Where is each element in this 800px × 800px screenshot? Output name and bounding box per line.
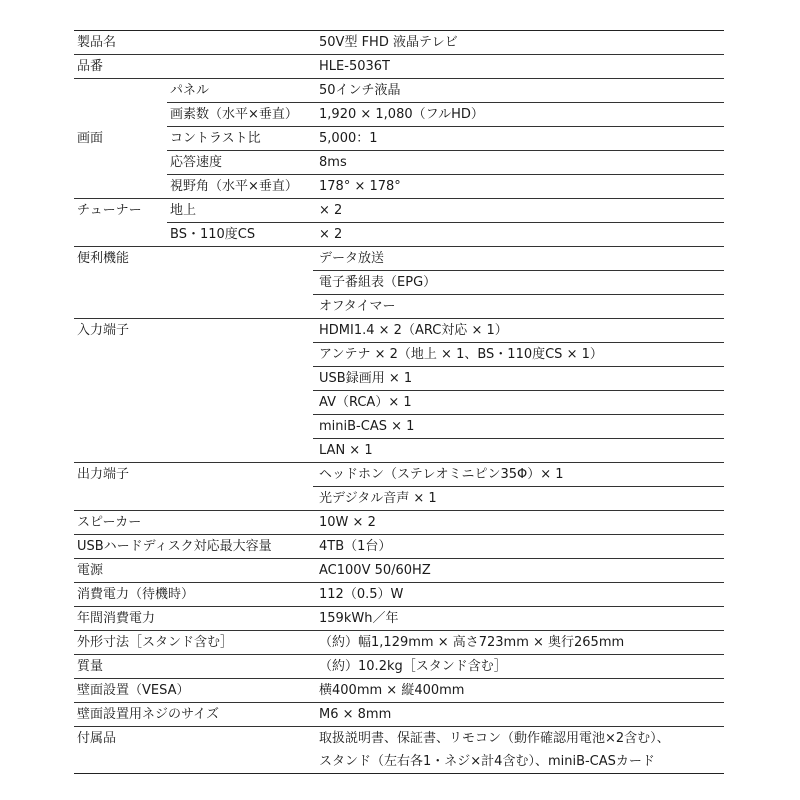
spec-label: 付属品 (74, 727, 313, 774)
spec-sublabel: コントラスト比 (167, 127, 313, 151)
spec-value: HDMI1.4 × 2（ARC対応 × 1） (313, 319, 724, 343)
spec-value (313, 727, 724, 774)
spec-row-tuner (74, 199, 724, 223)
spec-value: （約）10.2kg［スタンド含む］ (313, 655, 724, 679)
spec-sublabel: 地上 (167, 199, 313, 223)
spec-row-speaker (74, 511, 724, 535)
spec-row-screen (74, 127, 724, 151)
spec-label: 壁面設置（VESA） (74, 679, 313, 703)
spec-sublabel: 画素数（水平×垂直） (167, 103, 313, 127)
spec-label: 便利機能 (74, 247, 313, 319)
spec-row-power-consumption (74, 583, 724, 607)
spec-row-vesa (74, 679, 724, 703)
spec-sublabel: BS・110度CS (167, 223, 313, 247)
spec-row-screen (74, 79, 724, 103)
spec-row-weight (74, 655, 724, 679)
spec-row-power (74, 559, 724, 583)
spec-row-annual-consumption (74, 607, 724, 631)
spec-value: 4TB（1台） (313, 535, 724, 559)
spec-value: 横400mm × 縦400mm (313, 679, 724, 703)
spec-sublabel: パネル (167, 79, 313, 103)
spec-value: 112（0.5）W (313, 583, 724, 607)
spec-row-product-name (74, 31, 724, 55)
spec-sublabel: 視野角（水平×垂直） (167, 175, 313, 199)
spec-value: × 2 (313, 199, 724, 223)
spec-label: 電源 (74, 559, 313, 583)
spec-value: M6 × 8mm (313, 703, 724, 727)
spec-label: 外形寸法［スタンド含む］ (74, 631, 313, 655)
spec-value: USB録画用 × 1 (313, 367, 724, 391)
spec-row-features (74, 247, 724, 271)
spec-value-line: スタンド（左右各1・ネジ×計4含む）、miniB-CASカード (319, 754, 655, 769)
spec-label: 壁面設置用ネジのサイズ (74, 703, 313, 727)
spec-value: データ放送 (313, 247, 724, 271)
spec-value: × 2 (313, 223, 724, 247)
spec-row-screen (74, 175, 724, 199)
spec-row-dimensions (74, 631, 724, 655)
spec-row-outputs (74, 463, 724, 487)
spec-value: 159kWh／年 (313, 607, 724, 631)
spec-table (74, 30, 724, 774)
spec-label: 入力端子 (74, 319, 313, 463)
spec-value: アンテナ × 2（地上 × 1、BS・110度CS × 1） (313, 343, 724, 367)
spec-value: 178° × 178° (313, 175, 724, 199)
spec-value: 50V型 FHD 液晶テレビ (313, 31, 724, 55)
spec-value: AC100V 50/60HZ (313, 559, 724, 583)
spec-sublabel: 応答速度 (167, 151, 313, 175)
spec-value: 光デジタル音声 × 1 (313, 487, 724, 511)
spec-value: オフタイマー (313, 295, 724, 319)
spec-group-label: チューナー (74, 199, 167, 247)
spec-label: USBハードディスク対応最大容量 (74, 535, 313, 559)
spec-value: AV（RCA）× 1 (313, 391, 724, 415)
spec-label: 出力端子 (74, 463, 313, 511)
spec-value: ヘッドホン（ステレオミニピン35Φ）× 1 (313, 463, 724, 487)
spec-value: （約）幅1,129mm × 高さ723mm × 奥行265mm (313, 631, 724, 655)
spec-value: 8ms (313, 151, 724, 175)
spec-group-label: 画面 (74, 79, 167, 199)
spec-value: 電子番組表（EPG） (313, 271, 724, 295)
spec-label: 品番 (74, 55, 313, 79)
spec-value: 1,920 × 1,080（フルHD） (313, 103, 724, 127)
spec-value-line: 取扱説明書、保証書、リモコン（動作確認用電池×2含む）、 (319, 731, 670, 746)
spec-value: LAN × 1 (313, 439, 724, 463)
spec-row-model-number (74, 55, 724, 79)
spec-label: スピーカー (74, 511, 313, 535)
spec-row-tuner (74, 223, 724, 247)
spec-value: 5,000：1 (313, 127, 724, 151)
spec-row-accessories (74, 727, 724, 774)
spec-value: 10W × 2 (313, 511, 724, 535)
spec-value: HLE-5036T (313, 55, 724, 79)
spec-label: 年間消費電力 (74, 607, 313, 631)
spec-label: 製品名 (74, 31, 313, 55)
spec-label: 質量 (74, 655, 313, 679)
spec-row-inputs (74, 319, 724, 343)
spec-row-screen (74, 103, 724, 127)
spec-row-usb-hdd (74, 535, 724, 559)
spec-value: miniB-CAS × 1 (313, 415, 724, 439)
spec-value: 50インチ液晶 (313, 79, 724, 103)
spec-label: 消費電力（待機時） (74, 583, 313, 607)
spec-row-screw-size (74, 703, 724, 727)
spec-row-screen (74, 151, 724, 175)
